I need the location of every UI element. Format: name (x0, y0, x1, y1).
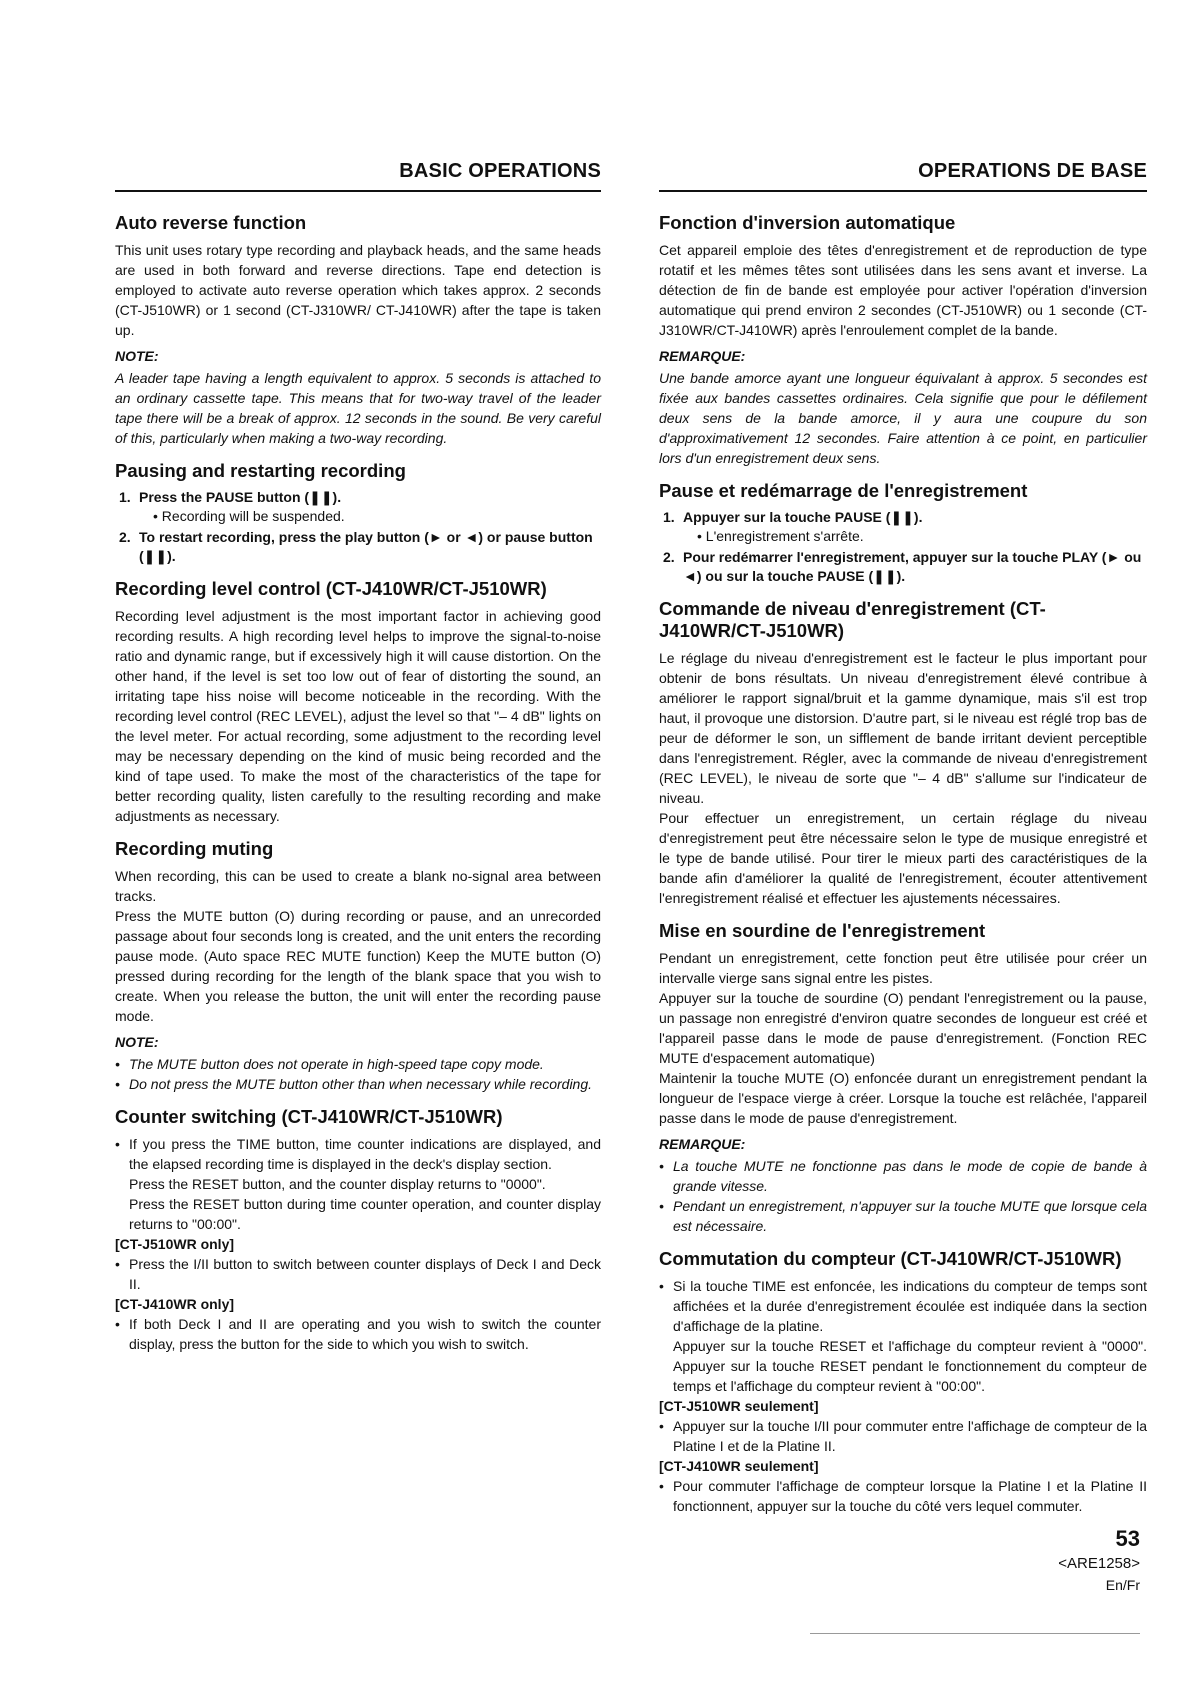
section-body: Appuyer sur la touche de sourdine (O) pendant l'enregistrement ou la pause, un passage non enregistré d'environ quatre secondes de longueur est créé et l'appareil passe dans le mode de pause d'enregistrement. (Fonction REC MUTE d'espacement automatique) (659, 990, 1147, 1066)
steps-list (659, 508, 1147, 586)
note-item: • Pendant un enregistrement, n'appuyer sur la touche MUTE que lorsque cela est nécessaire. (659, 1196, 1147, 1236)
step-text: Pour redémarrer l'enregistrement, appuyer sur la touche PLAY (► ou ◄) ou sur la touche PAUSE (❚❚). (683, 549, 1142, 584)
section-title: Auto reverse function (115, 212, 307, 233)
note-list (659, 1156, 1147, 1236)
section-title: Pausing and restarting recording (115, 460, 406, 481)
section-title: Pause et redémarrage de l'enregistrement (659, 480, 1028, 501)
note-text: Une bande amorce ayant une longueur équivalant à approx. 5 secondes est fixée aux bandes cassettes ordinaires. Cela signifie que pour le défilement deux sens de la bande amorce, il y aura une coupure du son d'approximativement 12 secondes. Faire attention à ce point, en particulier lors d'un enregistrement deux sens. (659, 370, 1147, 466)
pausing-section (659, 480, 1147, 586)
bullet-item (659, 1276, 1147, 1396)
recording-level-section (659, 598, 1147, 908)
section-title: Fonction d'inversion automatique (659, 212, 956, 233)
step-subtext: • Recording will be suspended. (153, 508, 345, 524)
section-header: OPERATIONS DE BASE (659, 160, 1147, 192)
bullet-list (659, 1416, 1147, 1456)
auto-reverse-section (115, 212, 601, 448)
section-title: Recording muting (115, 838, 274, 859)
note-label: REMARQUE: (659, 1136, 746, 1152)
steps-list (115, 488, 601, 566)
note-item: • La touche MUTE ne fonctionne pas dans le mode de copie de bande à grande vitesse. (659, 1156, 1147, 1196)
step-item (115, 528, 601, 566)
auto-reverse-section (659, 212, 1147, 468)
section-body: Recording level adjustment is the most important factor in achieving good recording results. A high recording level helps to improve the signal-to-noise ratio and dynamic range, but if excessively high it will cause distortion. On the other hand, if the level is set too low out of fear of distorting the sound, an irritating tape hiss noise will become noticeable in the recording. With the recording level control (REC LEVEL), adjust the level so that "– 4 dB" lights on the level meter. For actual recording, some adjustment to the recording level may be necessary depending on the kind of music being recorded and the kind of tape used. To make the most of the characteristics of the tape for better recording quality, listen carefully to the resulting recording and make adjustments as necessary. (115, 608, 601, 824)
section-body: Pendant un enregistrement, cette fonction peut être utilisée pour créer un intervalle vierge sans signal entre les pistes. (659, 950, 1147, 986)
step-text: Appuyer sur la touche PAUSE (❚❚). (683, 509, 923, 525)
bullet-text: Appuyer sur la touche RESET et l'affichage du compteur revient à "0000". Appuyer sur la touche RESET pendant le fonctionnement du compteur de temps et l'affichage du compteur revient à "00:00". (673, 1338, 1147, 1394)
recording-muting-section (659, 920, 1147, 1236)
model-tag: [CT-J510WR seulement] (659, 1398, 819, 1414)
section-title: Commutation du compteur (CT-J410WR/CT-J510WR) (659, 1248, 1122, 1269)
bullet-item: • Pour commuter l'affichage de compteur lorsque la Platine I et la Platine II fonctionnent, appuyer sur la touche du côté vers lequel commuter. (659, 1476, 1147, 1516)
step-text: Press the PAUSE button (❚❚). (139, 489, 342, 505)
bullet-item (115, 1134, 601, 1234)
section-body: This unit uses rotary type recording and playback heads, and the same heads are used in both forward and reverse directions. Tape end detection is employed to activate auto reverse operation which takes approx. 2 seconds (CT-J510WR) or 1 second (CT-J310WR/ CT-J410WR) after the tape is taken up. (115, 242, 601, 338)
french-column (659, 160, 1147, 1528)
note-item: • The MUTE button does not operate in high-speed tape copy mode. (115, 1054, 601, 1074)
note-label: NOTE: (115, 348, 159, 364)
section-body: Maintenir la touche MUTE (O) enfoncée durant un enregistrement pendant la longueur de l'espace vierge à créer. Lorsque la touche est relâchée, l'appareil passe dans le mode de pause d'enregistrement. (659, 1070, 1147, 1126)
bullet-text: • If you press the TIME button, time counter indications are displayed, and the elapsed recording time is displayed in the deck's display section. (129, 1136, 601, 1172)
bullet-item: • Appuyer sur la touche I/II pour commuter entre l'affichage de compteur de la Platine I et de la Platine II. (659, 1416, 1147, 1456)
section-title: Counter switching (CT-J410WR/CT-J510WR) (115, 1106, 503, 1127)
step-number: 2. (663, 549, 675, 565)
step-number: 1. (119, 489, 131, 505)
pausing-section (115, 460, 601, 566)
section-header: BASIC OPERATIONS (115, 160, 601, 192)
step-subtext: • L'enregistrement s'arrête. (697, 528, 864, 544)
step-item (659, 508, 1147, 546)
note-item: • Do not press the MUTE button other than when necessary while recording. (115, 1074, 601, 1094)
model-tag: [CT-J410WR seulement] (659, 1458, 819, 1474)
bullet-list (659, 1476, 1147, 1516)
step-item (115, 488, 601, 526)
section-title: Recording level control (CT-J410WR/CT-J510WR) (115, 578, 547, 599)
note-label: REMARQUE: (659, 348, 746, 364)
bullet-list (115, 1254, 601, 1294)
note-text: A leader tape having a length equivalent to approx. 5 seconds is attached to an ordinary cassette tape. This means that for two-way travel of the leader tape there will be a break of approx. 12 seconds in the sound. Be very careful of this, particularly when making a two-way recording. (115, 370, 601, 446)
bullet-text: • Si la touche TIME est enfoncée, les indications du compteur de temps sont affichées et la durée d'enregistrement écoulée est indiquée dans la section d'affichage de la platine. (673, 1278, 1147, 1334)
page-footer (1030, 1525, 1140, 1595)
counter-switching-section (659, 1248, 1147, 1516)
bullet-text: Press the RESET button, and the counter display returns to "0000". (129, 1176, 546, 1192)
page-number: 53 (1115, 1526, 1140, 1551)
document-code: <ARE1258> (1058, 1555, 1140, 1572)
step-number: 2. (119, 529, 131, 545)
bullet-item: • If both Deck I and II are operating and you wish to switch the counter display, press the button for the side to which you wish to switch. (115, 1314, 601, 1354)
recording-muting-section (115, 838, 601, 1094)
step-number: 1. (663, 509, 675, 525)
model-tag: [CT-J510WR only] (115, 1236, 235, 1252)
section-body: Le réglage du niveau d'enregistrement est le facteur le plus important pour obtenir de bons résultats. Un niveau d'enregistrement élevé contribue à améliorer le rapport signal/bruit et la gamme dynamique, mais s'il est trop haut, il provoque une distorsion. D'autre part, si le niveau est réglé trop bas de peur de déformer le son, un sifflement de bande irritant devient perceptible dans l'enregistrement. Régler, avec la commande de niveau d'enregistrement (REC LEVEL), le niveau de sorte que "– 4 dB" s'allume sur l'indicateur de niveau. (659, 650, 1147, 806)
model-tag: [CT-J410WR only] (115, 1296, 235, 1312)
section-body: When recording, this can be used to create a blank no-signal area between tracks. (115, 868, 601, 904)
section-body: Press the MUTE button (O) during recording or pause, and an unrecorded passage about four seconds long is created, and the unit enters the recording pause mode. (Auto space REC MUTE function) Keep the MUTE button (O) pressed during recording for the length of the blank space that you wish to create. When you release the button, the unit will enter the recording pause mode. (115, 908, 601, 1024)
section-title: Mise en sourdine de l'enregistrement (659, 920, 986, 941)
counter-switching-section (115, 1106, 601, 1354)
bullet-list (659, 1276, 1147, 1396)
english-column (115, 160, 601, 1366)
bullet-list (115, 1314, 601, 1354)
section-body: Pour effectuer un enregistrement, un certain réglage du niveau d'enregistrement peut être nécessaire selon le type de musique enregistré et le type de bande utilisé. Pour tirer le mieux parti des caractéristiques de la bande afin d'améliorer la qualité de l'enregistrement, écouter attentivement l'enregistrement réalisé et effectuer les ajustements nécessaires. (659, 810, 1147, 906)
footer-rule (810, 1633, 1140, 1634)
language-label: En/Fr (1105, 1577, 1140, 1593)
bullet-text: Press the RESET button during time counter operation, and counter display returns to "00:00". (129, 1196, 601, 1232)
bullet-item: • Press the I/II button to switch between counter displays of Deck I and Deck II. (115, 1254, 601, 1294)
recording-level-section (115, 578, 601, 826)
step-item (659, 548, 1147, 586)
step-text: To restart recording, press the play button (► or ◄) or pause button (❚❚). (139, 529, 593, 564)
note-list (115, 1054, 601, 1094)
section-title: Commande de niveau d'enregistrement (CT-J410WR/CT-J510WR) (659, 598, 1046, 641)
note-label: NOTE: (115, 1034, 159, 1050)
bullet-list (115, 1134, 601, 1234)
section-body: Cet appareil emploie des têtes d'enregistrement et de reproduction de type rotatif et les mêmes têtes sont utilisées dans les sens avant et inverse. La détection de fin de bande est employée pour activer l'opération d'inversion automatique qui prend environ 2 secondes (CT-J510WR) ou 1 seconde (CT-J310WR/CT-J410WR) après l'enroulement complet de la bande. (659, 242, 1147, 338)
